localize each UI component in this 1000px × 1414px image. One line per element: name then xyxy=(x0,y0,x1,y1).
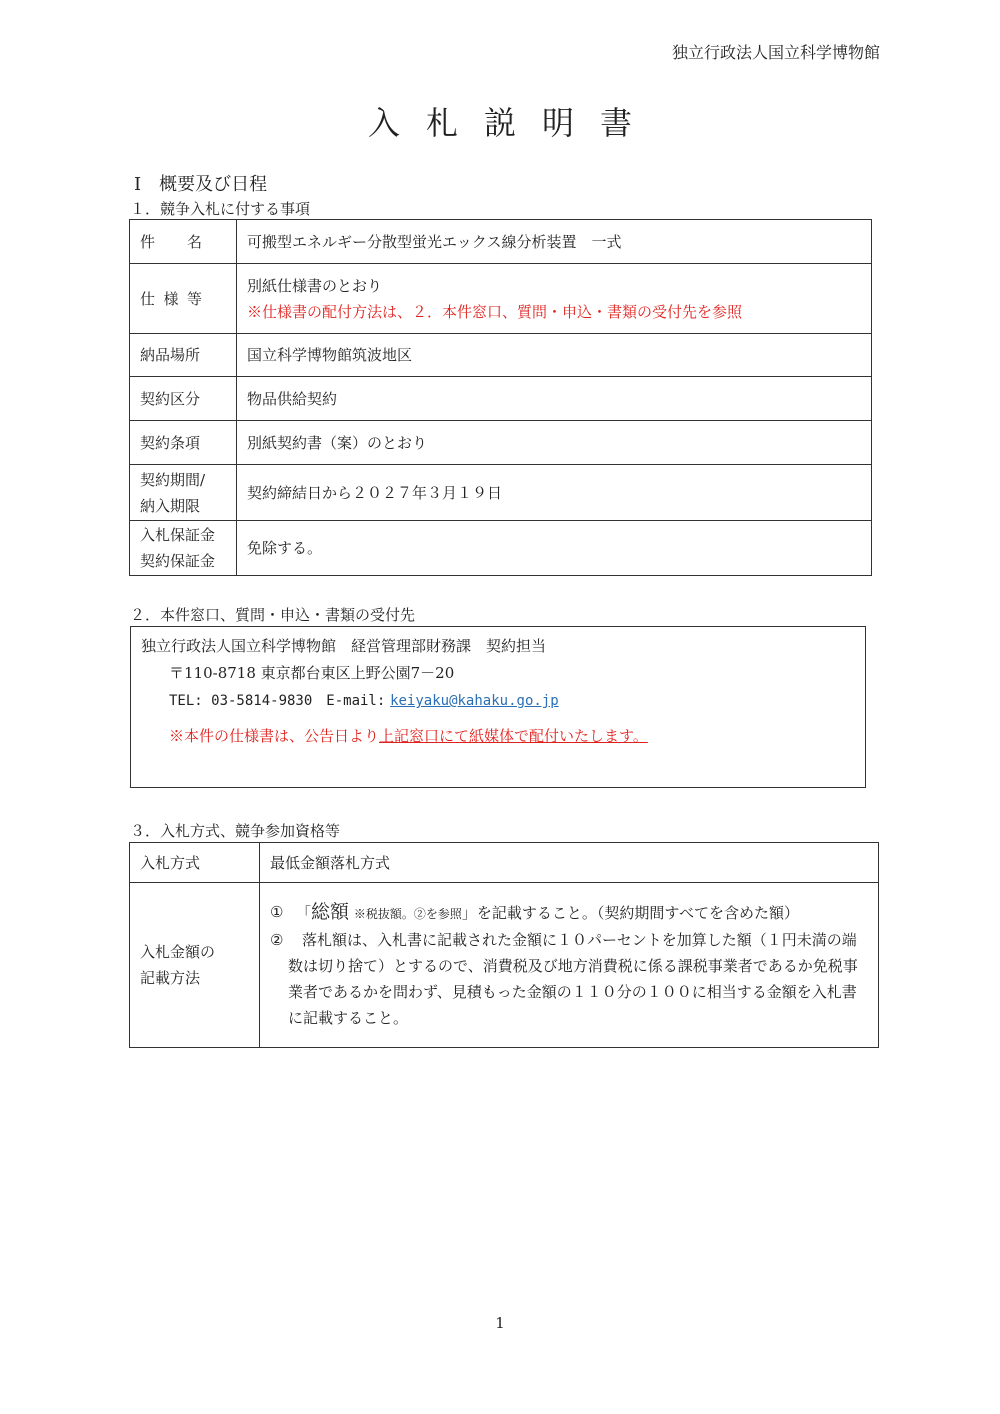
notice-part1: ※本件の仕様書は、公告日より xyxy=(169,727,380,745)
table-row xyxy=(130,883,879,1048)
bracket-open: 「 xyxy=(296,904,312,922)
table-row xyxy=(130,521,872,576)
section3-table xyxy=(129,842,879,1048)
contact-organization: 独立行政法人国立科学博物館 経営管理部財務課 契約担当 xyxy=(141,637,547,655)
item-number: ① xyxy=(270,903,284,921)
section3-heading: ３．入札方式、競争参加資格等 xyxy=(130,822,341,840)
period-label-1: 契約期間/ xyxy=(140,470,206,489)
notice-part2: 上記窓口にて紙媒体で配付いたします。 xyxy=(379,727,648,745)
page-number: 1 xyxy=(495,1314,505,1332)
spec-value: 別紙仕様書のとおり xyxy=(247,276,383,295)
contact-tel: TEL: 03-5814-9830 E-mail: xyxy=(169,693,386,709)
row-value-contract-terms: 別紙契約書（案）のとおり xyxy=(237,421,872,465)
row-label-item: 件 名 xyxy=(140,232,202,251)
row-value-item: 可搬型エネルギー分散型蛍光エックス線分析装置 一式 xyxy=(237,220,872,264)
table-row xyxy=(130,264,872,334)
amount-label-1: 入札金額の xyxy=(140,943,216,961)
row-label xyxy=(130,220,237,264)
table-row xyxy=(130,465,872,521)
row-value-spec xyxy=(237,264,872,334)
total-amount-term: 総額 xyxy=(311,901,350,923)
section2-heading: ２．本件窓口、質問・申込・書類の受付先 xyxy=(130,606,416,624)
item-number: ② xyxy=(270,931,284,949)
row-label-spec: 仕 様 等 xyxy=(140,289,202,308)
item2-text: 落札額は、入札書に記載された金額に１０パーセントを加算した額（１円未満の端数は切り捨て）とするので、消費税及び地方消費税に係る課税事業者であるか免税事業者であるかを問わず、見積もった金額の１１０分の１００に相当する金額を入札書に記載すること。 xyxy=(288,931,858,1027)
table-row xyxy=(130,220,872,264)
table-row xyxy=(130,843,879,883)
organization-header: 独立行政法人国立科学博物館 xyxy=(671,43,880,62)
amount-item-1 xyxy=(270,899,868,927)
section-heading: Ⅰ 概要及び日程 xyxy=(134,174,268,195)
table-row xyxy=(130,377,872,421)
amount-label-2: 記載方法 xyxy=(140,969,201,987)
row-value-delivery: 国立科学博物館筑波地区 xyxy=(237,334,872,377)
row-label-contract-type: 契約区分 xyxy=(130,377,237,421)
row-value-contract-type: 物品供給契約 xyxy=(237,377,872,421)
row-label-method: 入札方式 xyxy=(130,843,260,883)
period-label-2: 納入期限 xyxy=(140,496,201,515)
row-value-period: 契約締結日から２０２７年３月１９日 xyxy=(237,465,872,521)
guarantee-label-1: 入札保証金 xyxy=(140,526,216,544)
table-row xyxy=(130,421,872,465)
row-label xyxy=(130,521,237,576)
amount-item-2 xyxy=(270,927,868,1031)
row-label-contract-terms: 契約条項 xyxy=(130,421,237,465)
item1-rest: 」を記載すること。（契約期間すべてを含めた額） xyxy=(461,904,800,922)
row-label xyxy=(130,264,237,334)
contact-phone-email xyxy=(141,687,855,715)
row-label xyxy=(130,883,260,1048)
table-row xyxy=(130,334,872,377)
document-title: 入札説明書 xyxy=(367,104,658,142)
section1-table xyxy=(129,219,872,576)
spec-notice: ※仕様書の配付方法は、２．本件窓口、質問・申込・書類の受付先を参照 xyxy=(247,302,743,321)
distribution-notice xyxy=(141,723,855,750)
guarantee-label-2: 契約保証金 xyxy=(140,552,216,570)
row-value-guarantee: 免除する。 xyxy=(237,521,872,576)
section1-heading: １．競争入札に付する事項 xyxy=(130,200,311,218)
tax-note: ※税抜額。②を参照 xyxy=(353,907,462,921)
contact-address: 〒110-8718 東京都台東区上野公園7－20 xyxy=(169,664,455,682)
row-value-amount xyxy=(260,883,879,1048)
row-label-delivery: 納品場所 xyxy=(130,334,237,377)
contact-box xyxy=(130,626,866,788)
email-link[interactable]: keiyaku@kahaku.go.jp xyxy=(390,693,559,709)
row-label xyxy=(130,465,237,521)
row-value-method: 最低金額落札方式 xyxy=(260,843,879,883)
